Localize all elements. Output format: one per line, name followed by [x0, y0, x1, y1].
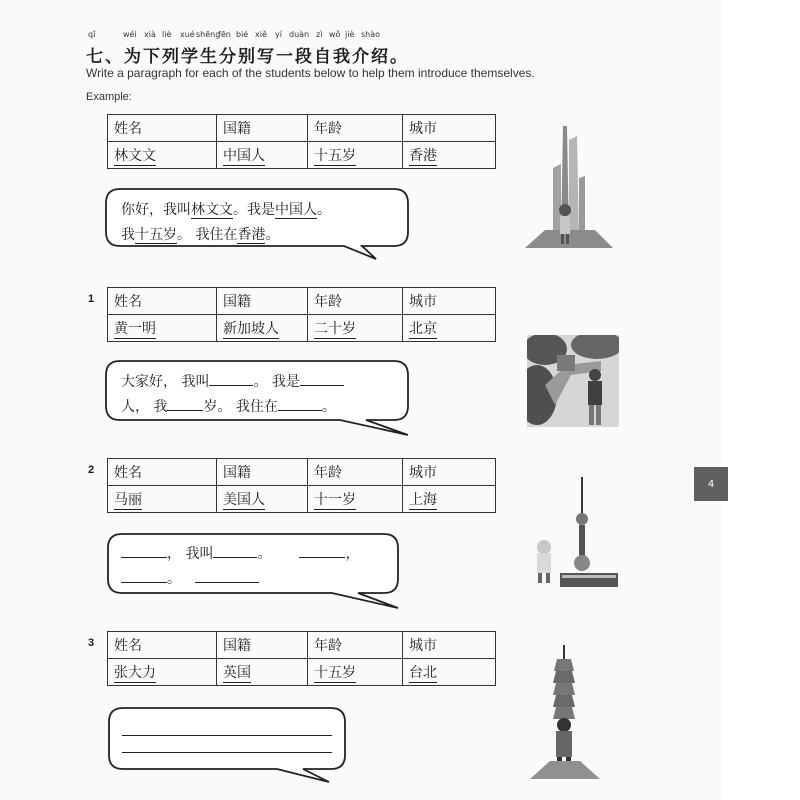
answer-line[interactable] [122, 752, 332, 753]
exercise-title: 七、为下列学生分别写一段自我介绍。 [86, 47, 409, 67]
exercise-number: 1 [88, 293, 95, 305]
value-city: 台北 [409, 665, 437, 681]
answer-blank[interactable] [300, 371, 344, 386]
pinyin-syllable: zì [316, 30, 323, 39]
example-label: Example: [86, 91, 132, 103]
exercise-1-table [107, 287, 496, 342]
exercise-number: 3 [88, 637, 95, 649]
answer-blank[interactable] [278, 396, 322, 411]
pinyin-syllable: liè [162, 30, 172, 39]
speech-bubble [107, 707, 351, 783]
value-nationality: 英国 [223, 665, 251, 681]
header-nationality: 国籍 [217, 459, 308, 486]
exercise-instructions: Write a paragraph for each of the students below to help them introduce themselves. [86, 66, 535, 80]
page-margin [722, 0, 800, 800]
chapter-tab: 4 [694, 467, 728, 501]
header-name: 姓名 [108, 115, 217, 142]
pinyin-syllable: shēng [196, 30, 221, 39]
header-age: 年龄 [308, 632, 403, 659]
answer-blank[interactable] [209, 371, 253, 386]
header-nationality: 国籍 [217, 288, 308, 315]
exercise-2-bubble-text: ， 我叫 。 ， 。 [121, 542, 359, 592]
header-nationality: 国籍 [217, 115, 308, 142]
value-age: 二十岁 [314, 321, 356, 337]
value-nationality: 中国人 [223, 148, 265, 164]
pinyin-syllable: xià [144, 30, 156, 39]
pinyin-syllable: wǒ [329, 30, 341, 39]
header-age: 年龄 [308, 288, 403, 315]
header-nationality: 国籍 [217, 632, 308, 659]
header-age: 年龄 [308, 459, 403, 486]
value-name: 马丽 [114, 492, 142, 508]
value-nationality: 新加坡人 [223, 321, 279, 337]
header-name: 姓名 [108, 288, 217, 315]
header-city: 城市 [403, 115, 496, 142]
pinyin-syllable: duàn [289, 30, 310, 39]
example-table [107, 114, 496, 169]
exercise-1-bubble-text: 大家好， 我叫 。 我是 人， 我 岁。 我住在 。 [121, 370, 344, 420]
answer-blank[interactable] [299, 543, 345, 558]
shanghai-tower-illustration [526, 475, 622, 591]
value-age: 十五岁 [314, 148, 356, 164]
pinyin-syllable: xué [180, 30, 195, 39]
pinyin-syllable: fēn [218, 30, 231, 39]
pinyin-syllable: shào [361, 30, 381, 39]
value-city: 北京 [409, 321, 437, 337]
header-city: 城市 [403, 632, 496, 659]
exercise-3-table [107, 631, 496, 686]
value-age: 十一岁 [314, 492, 356, 508]
header-city: 城市 [403, 288, 496, 315]
pinyin-syllable: qǐ [88, 30, 96, 39]
header-name: 姓名 [108, 459, 217, 486]
taipei-101-illustration [530, 645, 614, 781]
pinyin-syllable: xiě [255, 30, 267, 39]
value-name: 张大力 [114, 665, 156, 681]
answer-blank[interactable] [167, 396, 203, 411]
pinyin-syllable: yí [275, 30, 282, 39]
header-name: 姓名 [108, 632, 217, 659]
answer-blank[interactable] [195, 568, 259, 583]
example-bubble-text: 你好，我叫林文文。我是中国人。 我十五岁。 我住在香港。 [121, 202, 331, 243]
exercise-number: 2 [88, 464, 95, 476]
value-city: 香港 [409, 148, 437, 164]
answer-blank[interactable] [121, 543, 167, 558]
answer-blank[interactable] [213, 543, 257, 558]
pinyin-syllable: jiè [345, 30, 355, 39]
answer-line[interactable] [122, 735, 332, 736]
value-name: 黄一明 [114, 321, 156, 337]
answer-blank[interactable] [121, 568, 167, 583]
hong-kong-skyline-illustration [525, 118, 615, 253]
pinyin-syllable: bié [236, 30, 249, 39]
value-age: 十五岁 [314, 665, 356, 681]
header-city: 城市 [403, 459, 496, 486]
value-city: 上海 [409, 492, 437, 508]
great-wall-illustration [527, 335, 619, 427]
pinyin-syllable: wéi [123, 30, 137, 39]
header-age: 年龄 [308, 115, 403, 142]
value-name: 林文文 [114, 148, 156, 164]
exercise-2-table [107, 458, 496, 513]
value-nationality: 美国人 [223, 492, 265, 508]
